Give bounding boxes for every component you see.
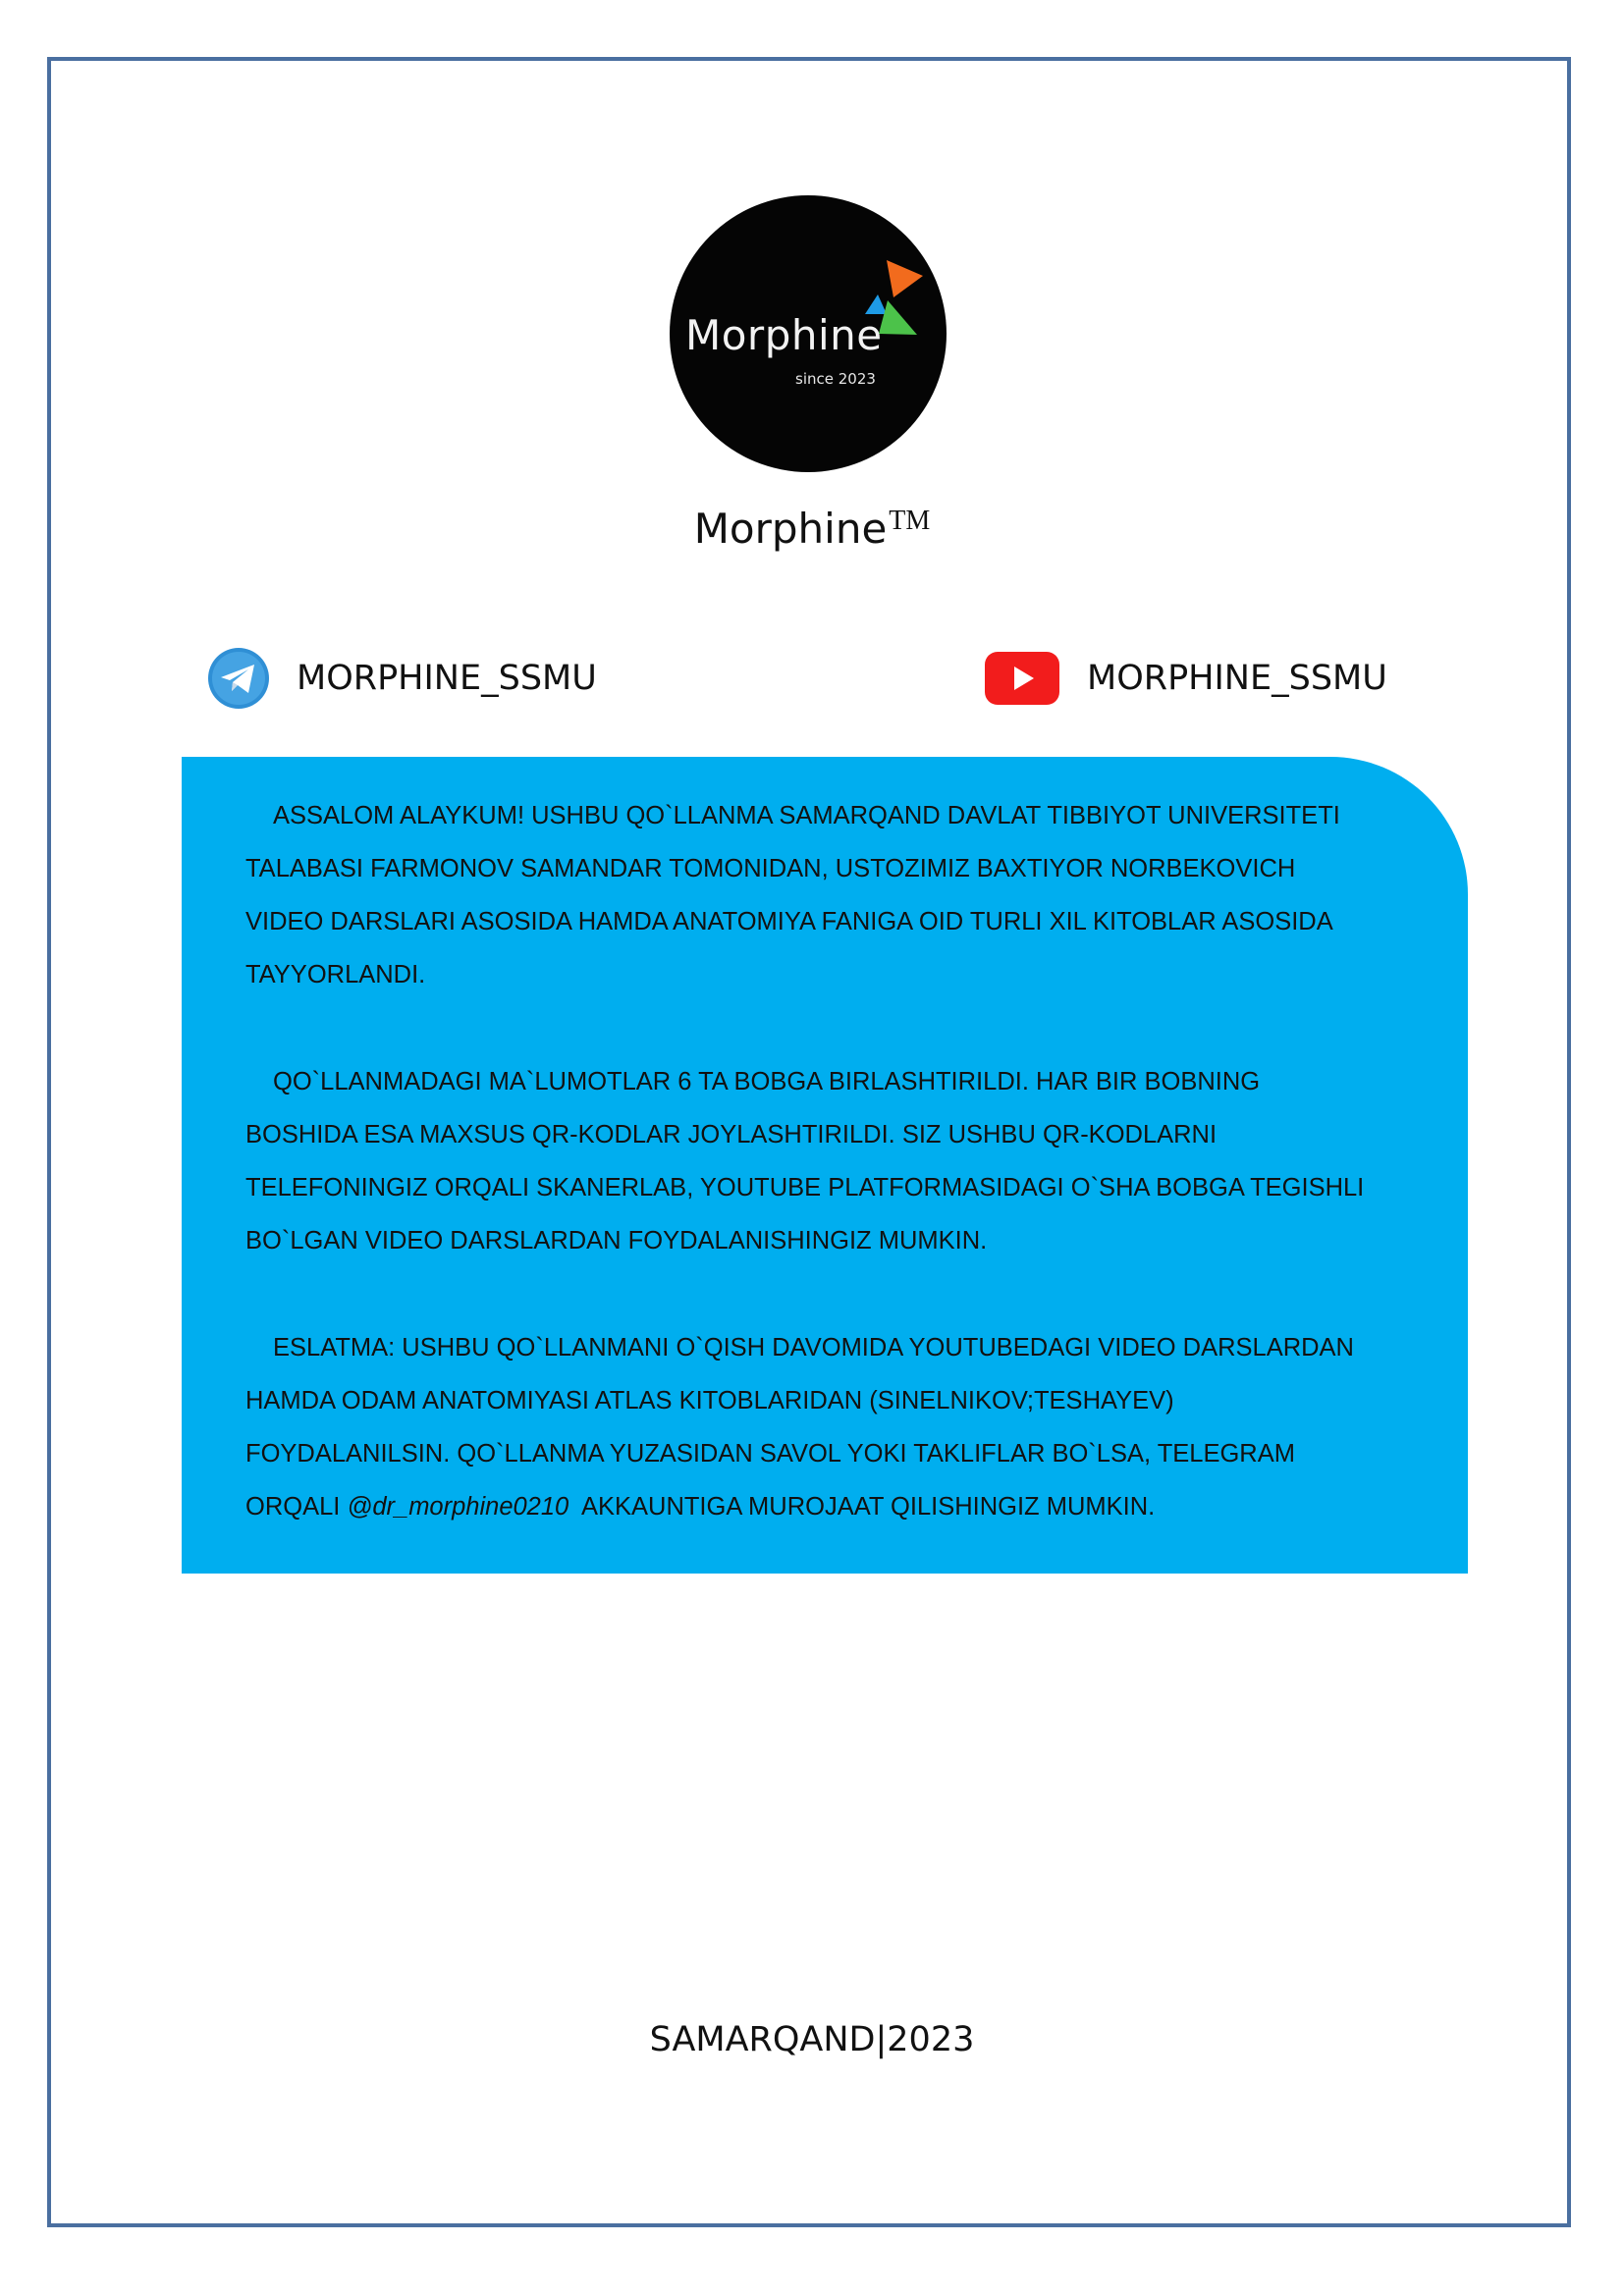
- paragraph-line: ASSALOM ALAYKUM! USHBU QO`LLANMA SAMARQAND DAVLAT TIBBIYOT UNIVERSITETI: [273, 802, 1340, 829]
- paragraph-line: TELEFONINGIZ ORQALI SKANERLAB, YOUTUBE PLATFORMASIDAGI O`SHA BOBGA TEGISHLI: [245, 1174, 1365, 1201]
- brand-name: Morphine: [693, 505, 888, 553]
- paragraph-line: TALABASI FARMONOV SAMANDAR TOMONIDAN, USTOZIMIZ BAXTIYOR NORBEKOVICH: [245, 855, 1296, 882]
- paragraph-line: FOYDALANILSIN. QO`LLANMA YUZASIDAN SAVOL YOKI TAKLIFLAR BO`LSA, TELEGRAM: [245, 1440, 1295, 1468]
- paragraph-line: TAYYORLANDI.: [245, 961, 426, 988]
- trademark-mark: TM: [889, 506, 931, 536]
- morphine-logo: [670, 195, 947, 472]
- intro-paragraph-1: [245, 789, 1384, 1001]
- paragraph-line: ESLATMA: USHBU QO`LLANMANI O`QISH DAVOMIDA YOUTUBEDAGI VIDEO DARSLARDAN: [273, 1334, 1354, 1362]
- paragraph-line: HAMDA ODAM ANATOMIYASI ATLAS KITOBLARIDAN (SINELNIKOV;TESHAYEV): [245, 1387, 1174, 1415]
- paragraph-line: BO`LGAN VIDEO DARSLARDAN FOYDALANISHINGIZ MUMKIN.: [245, 1227, 988, 1255]
- logo-since: since 2023: [795, 370, 876, 388]
- youtube-link[interactable]: [985, 648, 1387, 709]
- telegram-contact-handle[interactable]: @dr_morphine0210: [347, 1493, 569, 1521]
- youtube-handle: MORPHINE_SSMU: [1087, 659, 1387, 698]
- telegram-handle: MORPHINE_SSMU: [297, 659, 597, 698]
- logo-word: Morphine: [685, 311, 883, 359]
- intro-paragraph-2: [245, 1055, 1384, 1267]
- paragraph-line: QO`LLANMADAGI MA`LUMOTLAR 6 TA BOBGA BIRLASHTIRILDI. HAR BIR BOBNING: [273, 1068, 1261, 1095]
- intro-paragraph-3: [245, 1321, 1384, 1533]
- telegram-link[interactable]: [208, 648, 597, 709]
- brand-title: [0, 505, 1624, 553]
- last-line-suffix: AKKAUNTIGA MUROJAAT QILISHINGIZ MUMKIN.: [568, 1493, 1156, 1521]
- footer-place-year: SAMARQAND|2023: [649, 2020, 975, 2059]
- telegram-icon: [208, 648, 269, 709]
- youtube-icon: [985, 652, 1059, 705]
- paragraph-line: VIDEO DARSLARI ASOSIDA HAMDA ANATOMIYA FANIGA OID TURLI XIL KITOBLAR ASOSIDA: [245, 908, 1333, 935]
- last-line-prefix: ORQALI: [245, 1493, 348, 1521]
- paragraph-line: BOSHIDA ESA MAXSUS QR-KODLAR JOYLASHTIRILDI. SIZ USHBU QR-KODLARNI: [245, 1121, 1218, 1148]
